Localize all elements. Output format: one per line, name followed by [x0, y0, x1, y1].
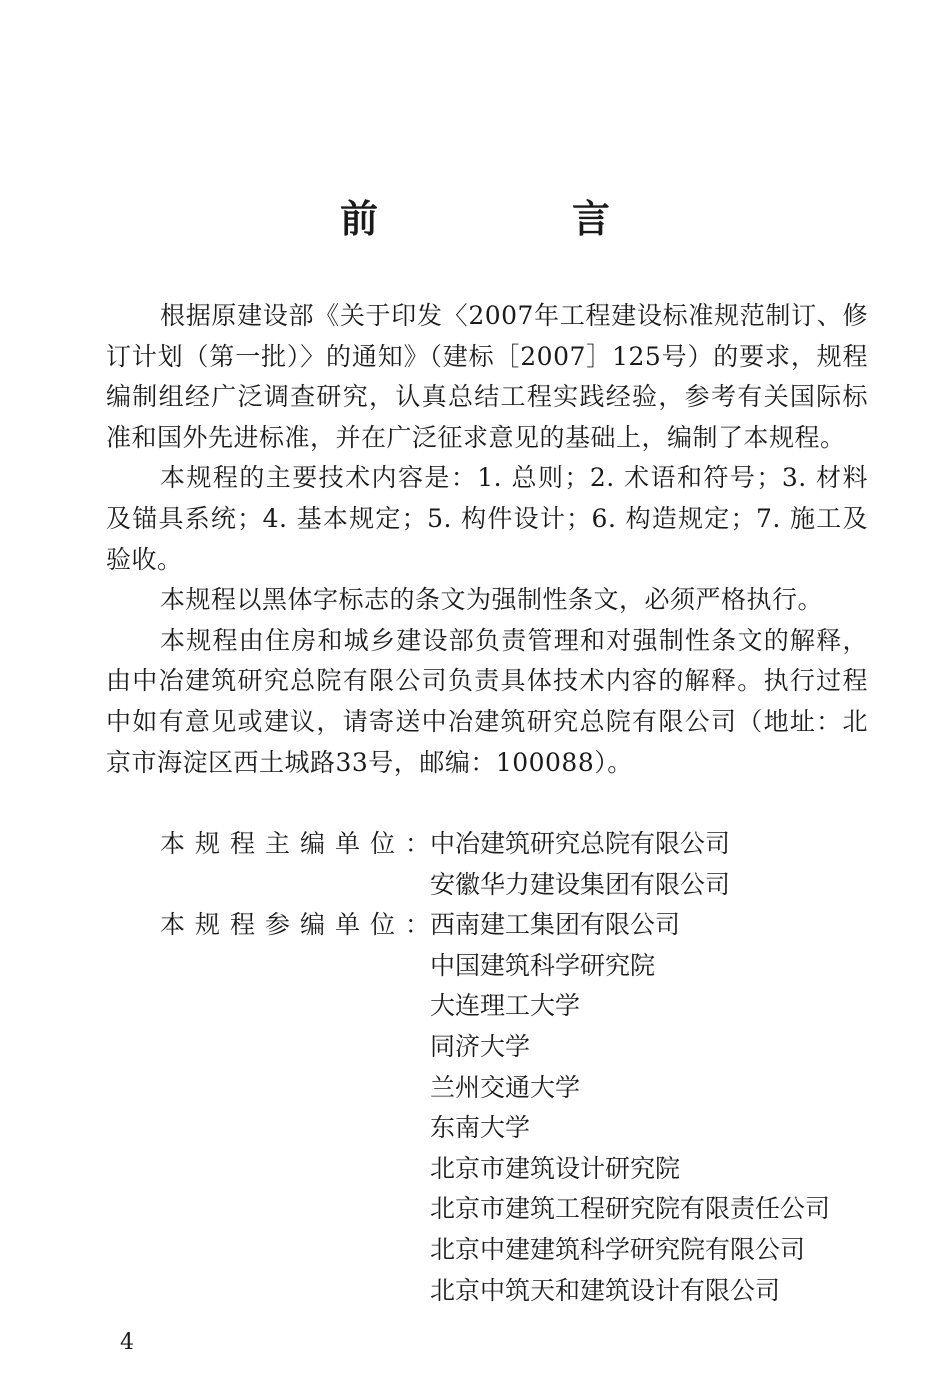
- chief-unit-item: 安徽华力建设集团有限公司: [430, 869, 731, 899]
- participating-unit-item: 兰州交通大学: [430, 1072, 581, 1102]
- paragraph-basis: 根据原建设部《关于印发〈2007年工程建设标准规范制订、修订计划（第一批）〉的通知》（建标［2007］125号）的要求，规程编制组经广泛调查研究，认真总结工程实践经验，参考有关国际标准和国外先进标准，并在广泛征求意见的基础上，编制了本规程。: [106, 301, 868, 452]
- chief-units-group: [160, 824, 830, 905]
- participating-units-label: 本规程参编单位：: [160, 910, 441, 940]
- chief-unit-item: 中冶建筑研究总院有限公司: [430, 829, 731, 858]
- paragraph-management: 本规程由住房和城乡建设部负责管理和对强制性条文的解释，由中冶建筑研究总院有限公司负责具体技术内容的解释。执行过程中如有意见或建议，请寄送中冶建筑研究总院有限公司（地址：北京市海淀区西土城路33号，邮编：100088）。: [106, 625, 868, 777]
- paragraph-contents: 本规程的主要技术内容是：1. 总则；2. 术语和符号；3. 材料及锚具系统；4. 基本规定；5. 构件设计；6. 构造规定；7. 施工及验收。: [106, 463, 868, 574]
- participating-unit-item: 北京中建建筑科学研究院有限公司: [430, 1234, 806, 1264]
- preface-body: [106, 296, 868, 783]
- participating-unit-item: 北京市建筑设计研究院: [430, 1153, 681, 1183]
- page-title: 前 言: [339, 197, 688, 241]
- editing-units: [160, 824, 830, 1311]
- participating-unit-item: 北京中筑天和建筑设计有限公司: [430, 1275, 781, 1305]
- page-number: 4: [120, 1330, 134, 1355]
- chief-units-list: [430, 824, 730, 905]
- participating-unit-item: 北京市建筑工程研究院有限责任公司: [430, 1194, 831, 1224]
- participating-unit-item: 中国建筑科学研究院: [430, 950, 656, 980]
- participating-unit-item: 东南大学: [430, 1113, 531, 1143]
- participating-units-list: [430, 905, 830, 1311]
- participating-unit-item: 大连理工大学: [430, 991, 581, 1021]
- participating-units-group: [160, 905, 830, 1311]
- paragraph-mandatory: 本规程以黑体字标志的条文为强制性条文，必须严格执行。: [160, 585, 824, 615]
- chief-units-label: 本规程主编单位：: [160, 829, 441, 858]
- participating-unit-item: 西南建工集团有限公司: [430, 910, 681, 940]
- participating-unit-item: 同济大学: [430, 1031, 531, 1061]
